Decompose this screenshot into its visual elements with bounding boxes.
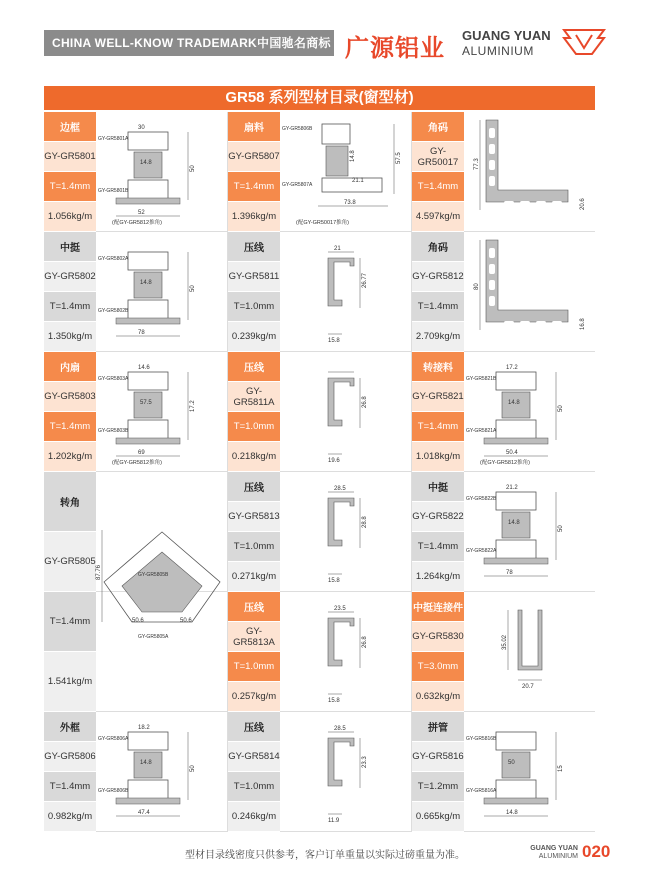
profile-outline-lower bbox=[128, 780, 168, 800]
dimension-label: 78 bbox=[138, 330, 145, 336]
dimension-label: 57.5 bbox=[140, 400, 152, 406]
brand-logo-icon bbox=[562, 26, 606, 56]
profile-drawing bbox=[282, 472, 410, 592]
profile-spec-column bbox=[412, 112, 464, 232]
profile-drawing bbox=[98, 472, 226, 712]
profile-cell bbox=[412, 592, 596, 712]
footer-brand-line2: ALUMINIUM bbox=[538, 853, 578, 860]
footer-note: 型材目录线密度只供参考，客户订单重量以实际过磅重量为准。 bbox=[185, 850, 465, 861]
profile-weight: 4.597kg/m bbox=[412, 202, 464, 232]
profile-outline bbox=[128, 732, 168, 750]
dimension-label: 50 bbox=[558, 525, 564, 532]
dimension-label: 26.8 bbox=[362, 636, 368, 648]
profile-section-diagram bbox=[98, 472, 226, 712]
dimension-label: 17.2 bbox=[190, 400, 196, 412]
profile-cell bbox=[412, 712, 596, 832]
profile-code: GY-GR50017 bbox=[412, 142, 464, 172]
profile-cell bbox=[412, 112, 596, 232]
column-divider bbox=[411, 112, 412, 832]
profile-base bbox=[484, 558, 548, 564]
dimension-label: 20.7 bbox=[522, 684, 534, 690]
dimension-label: 28.8 bbox=[362, 516, 368, 528]
dimension-label: 21.2 bbox=[506, 485, 518, 491]
profile-section-diagram bbox=[98, 352, 226, 472]
profile-drawing bbox=[466, 352, 594, 472]
corner-key-hole bbox=[489, 296, 495, 306]
profile-outline bbox=[128, 132, 168, 150]
profile-code: GY-GR5816 bbox=[412, 742, 464, 772]
corner-joint-core bbox=[122, 552, 202, 612]
catalog-title: GR58 系列型材目录(窗型材) bbox=[44, 86, 595, 110]
profile-section-diagram bbox=[98, 232, 226, 352]
dimension-label: 14.8 bbox=[506, 810, 518, 816]
profile-section-diagram bbox=[282, 112, 410, 232]
dimension-label: 19.6 bbox=[328, 458, 340, 464]
profile-weight: 0.239kg/m bbox=[228, 322, 280, 352]
profile-drawing bbox=[466, 112, 594, 232]
profile-section-diagram bbox=[98, 712, 226, 832]
profile-name: 压线 bbox=[228, 352, 280, 382]
u-channel-shape bbox=[518, 610, 542, 670]
dimension-label: 23.5 bbox=[334, 606, 346, 612]
profile-section-diagram bbox=[466, 112, 594, 232]
profile-name: 扇料 bbox=[228, 112, 280, 142]
profile-thickness: T=1.4mm bbox=[412, 292, 464, 322]
part-label: GY-GR5806B bbox=[282, 126, 313, 132]
corner-key-hole bbox=[504, 321, 514, 327]
footer-brand bbox=[528, 845, 578, 861]
part-label: GY-GR5805B bbox=[138, 572, 169, 578]
profile-cell bbox=[228, 592, 412, 712]
profile-name: 边框 bbox=[44, 112, 96, 142]
dimension-label: 78 bbox=[506, 570, 513, 576]
profile-thickness: T=1.0mm bbox=[228, 652, 280, 682]
profile-outline bbox=[128, 372, 168, 390]
brand-name-cn: 广源铝业 bbox=[345, 35, 445, 62]
profile-drawing bbox=[282, 712, 410, 832]
dimension-label: 77.3 bbox=[474, 158, 480, 170]
profile-note: (配GY-GR5812推角) bbox=[112, 220, 162, 226]
profile-spec-column bbox=[412, 592, 464, 712]
profile-spec-column bbox=[412, 232, 464, 352]
corner-key-shape bbox=[486, 120, 568, 202]
part-label: GY-GR5802A bbox=[98, 256, 129, 262]
profile-cell bbox=[228, 112, 412, 232]
profile-code: GY-GR5821 bbox=[412, 382, 464, 412]
profile-base bbox=[116, 798, 180, 804]
profile-thickness: T=1.4mm bbox=[44, 772, 96, 802]
dimension-label: 26.8 bbox=[362, 396, 368, 408]
thermal-break bbox=[326, 146, 348, 176]
profile-code: GY-GR5805 bbox=[44, 532, 96, 592]
profile-drawing bbox=[466, 232, 594, 352]
profile-cell bbox=[44, 712, 228, 832]
corner-key-hole bbox=[520, 321, 530, 327]
dimension-label: 35.02 bbox=[502, 634, 508, 650]
glazing-bead-shape bbox=[328, 498, 354, 546]
corner-key-hole bbox=[520, 201, 530, 207]
profile-drawing bbox=[466, 472, 594, 592]
profile-section-diagram bbox=[466, 232, 594, 352]
dimension-label: 57.5 bbox=[396, 152, 402, 164]
profile-section-diagram bbox=[466, 352, 594, 472]
corner-key-hole bbox=[536, 321, 546, 327]
profile-code: GY-GR5811A bbox=[228, 382, 280, 412]
dimension-label: 50 bbox=[508, 760, 515, 766]
part-label: GY-GR5806B bbox=[98, 788, 129, 794]
dimension-label: 21.1 bbox=[352, 178, 364, 184]
dimension-label: 50 bbox=[190, 765, 196, 772]
profile-thickness: T=1.0mm bbox=[228, 412, 280, 442]
profile-drawing bbox=[466, 592, 594, 712]
part-label: GY-GR5806A bbox=[98, 736, 129, 742]
part-label: GY-GR5802B bbox=[98, 308, 129, 314]
profile-section-diagram bbox=[466, 472, 594, 592]
dimension-label: 14.8 bbox=[350, 150, 356, 162]
profile-spec-column bbox=[228, 232, 280, 352]
corner-key-hole bbox=[536, 201, 546, 207]
profile-name: 转接料 bbox=[412, 352, 464, 382]
profile-drawing bbox=[282, 592, 410, 712]
profile-name: 中挺 bbox=[412, 472, 464, 502]
profile-thickness: T=1.0mm bbox=[228, 772, 280, 802]
profile-weight: 0.665kg/m bbox=[412, 802, 464, 832]
dimension-label: 23.3 bbox=[362, 756, 368, 768]
profile-cell bbox=[44, 232, 228, 352]
glazing-bead-shape bbox=[328, 378, 354, 426]
profile-thickness: T=1.4mm bbox=[228, 172, 280, 202]
part-label: GY-GR5816A bbox=[466, 788, 497, 794]
profile-section-diagram bbox=[282, 712, 410, 832]
profile-section-diagram bbox=[282, 232, 410, 352]
profile-name: 外框 bbox=[44, 712, 96, 742]
dimension-label: 15 bbox=[558, 765, 564, 772]
profile-code: GY-GR5813A bbox=[228, 622, 280, 652]
profile-thickness: T=1.4mm bbox=[44, 292, 96, 322]
profile-thickness: T=1.4mm bbox=[44, 172, 96, 202]
brand-name-en-sub: ALUMINIUM bbox=[462, 44, 534, 58]
part-label: GY-GR5807A bbox=[282, 182, 313, 188]
part-label: GY-GR5803A bbox=[98, 376, 129, 382]
glazing-bead-shape bbox=[328, 738, 354, 786]
dimension-label: 14.8 bbox=[508, 520, 520, 526]
profile-spec-column bbox=[412, 472, 464, 592]
profile-name: 中挺连接件 bbox=[412, 592, 464, 622]
dimension-label: 14.8 bbox=[140, 760, 152, 766]
brand-name-en: GUANG YUAN bbox=[462, 28, 551, 43]
profile-name: 转角 bbox=[44, 472, 96, 532]
profile-spec-column bbox=[412, 352, 464, 472]
profile-weight: 1.018kg/m bbox=[412, 442, 464, 472]
profile-cell bbox=[44, 352, 228, 472]
part-label: GY-GR5803B bbox=[98, 428, 129, 434]
dimension-label: 30 bbox=[138, 125, 145, 131]
profile-drawing bbox=[98, 352, 226, 472]
profile-base bbox=[116, 198, 180, 204]
profile-thickness: T=3.0mm bbox=[412, 652, 464, 682]
profile-drawing bbox=[98, 232, 226, 352]
dimension-label: 50 bbox=[190, 165, 196, 172]
corner-key-hole bbox=[552, 201, 562, 207]
part-label: GY-GR5801B bbox=[98, 188, 129, 194]
part-label: GY-GR5805A bbox=[138, 634, 169, 640]
profile-thickness: T=1.0mm bbox=[228, 532, 280, 562]
profile-code: GY-GR5806 bbox=[44, 742, 96, 772]
profile-weight: 1.541kg/m bbox=[44, 652, 96, 712]
part-label: GY-GR5821B bbox=[466, 376, 497, 382]
profile-cell bbox=[228, 472, 412, 592]
corner-key-hole bbox=[489, 280, 495, 290]
glazing-bead-shape bbox=[328, 258, 354, 306]
corner-key-hole bbox=[489, 176, 495, 186]
profile-weight: 1.202kg/m bbox=[44, 442, 96, 472]
corner-key-hole bbox=[489, 160, 495, 170]
profile-thickness: T=1.4mm bbox=[412, 172, 464, 202]
profile-base bbox=[116, 438, 180, 444]
dimension-label: 50.4 bbox=[506, 450, 518, 456]
profile-code: GY-GR5802 bbox=[44, 262, 96, 292]
dimension-label: 87.76 bbox=[96, 564, 102, 580]
profile-weight: 0.218kg/m bbox=[228, 442, 280, 472]
profile-cell bbox=[412, 232, 596, 352]
page-header bbox=[0, 0, 650, 76]
thermal-break bbox=[502, 752, 530, 778]
profile-cell bbox=[228, 712, 412, 832]
profile-weight: 0.257kg/m bbox=[228, 682, 280, 712]
dimension-label: 28.5 bbox=[334, 486, 346, 492]
profile-section-diagram bbox=[466, 592, 594, 712]
profile-drawing bbox=[282, 232, 410, 352]
profile-spec-column bbox=[44, 232, 96, 352]
profile-weight: 0.632kg/m bbox=[412, 682, 464, 712]
dimension-label: 21 bbox=[334, 246, 341, 252]
profile-weight: 0.271kg/m bbox=[228, 562, 280, 592]
profile-spec-column bbox=[228, 112, 280, 232]
profile-thickness: T=1.2mm bbox=[412, 772, 464, 802]
footer-brand-line1: GUANG YUAN bbox=[530, 845, 578, 852]
corner-key-hole bbox=[489, 248, 495, 258]
profile-weight: 0.246kg/m bbox=[228, 802, 280, 832]
profile-name: 压线 bbox=[228, 592, 280, 622]
profile-cell bbox=[412, 472, 596, 592]
profile-outline-lower bbox=[496, 540, 536, 560]
profile-outline-lower bbox=[496, 780, 536, 800]
dimension-label: 14.8 bbox=[140, 280, 152, 286]
profile-code: GY-GR5812 bbox=[412, 262, 464, 292]
profile-weight: 1.396kg/m bbox=[228, 202, 280, 232]
profile-cell bbox=[44, 472, 228, 712]
dimension-label: 50 bbox=[190, 285, 196, 292]
dimension-label: 15.8 bbox=[328, 578, 340, 584]
profile-cell bbox=[228, 352, 412, 472]
dimension-label: 50.6 bbox=[180, 618, 192, 624]
profile-section-diagram bbox=[282, 472, 410, 592]
profile-code: GY-GR5822 bbox=[412, 502, 464, 532]
profile-spec-column bbox=[228, 352, 280, 472]
profile-name: 角码 bbox=[412, 232, 464, 262]
dimension-label: 11.9 bbox=[328, 818, 340, 824]
profile-weight: 2.709kg/m bbox=[412, 322, 464, 352]
profile-outline bbox=[322, 124, 350, 144]
profile-drawing bbox=[98, 712, 226, 832]
dimension-label: 28.5 bbox=[334, 726, 346, 732]
part-label: GY-GR5801A bbox=[98, 136, 129, 142]
dimension-label: 52 bbox=[138, 210, 145, 216]
profile-note: (配GY-GR50017推角) bbox=[296, 220, 349, 226]
trademark-tagline: CHINA WELL-KNOW TRADEMARK中国驰名商标 bbox=[44, 30, 334, 56]
corner-key-hole bbox=[489, 128, 495, 138]
part-label: GY-GR5821A bbox=[466, 428, 497, 434]
profile-section-diagram bbox=[98, 112, 226, 232]
profile-spec-column bbox=[412, 712, 464, 832]
profile-outline-lower bbox=[128, 300, 168, 320]
profile-name: 压线 bbox=[228, 712, 280, 742]
profile-code: GY-GR5807 bbox=[228, 142, 280, 172]
corner-key-hole bbox=[552, 321, 562, 327]
profile-outline-lower bbox=[128, 420, 168, 440]
corner-key-hole bbox=[489, 144, 495, 154]
profile-drawing bbox=[282, 352, 410, 472]
profile-outline bbox=[496, 492, 536, 510]
dimension-label: 15.8 bbox=[328, 338, 340, 344]
dimension-label: 16.8 bbox=[580, 318, 586, 330]
profile-code: GY-GR5830 bbox=[412, 622, 464, 652]
profile-cell bbox=[44, 112, 228, 232]
corner-key-hole bbox=[504, 201, 514, 207]
profile-code: GY-GR5814 bbox=[228, 742, 280, 772]
profile-drawing bbox=[466, 712, 594, 832]
dimension-label: 17.2 bbox=[506, 365, 518, 371]
profile-weight: 0.982kg/m bbox=[44, 802, 96, 832]
profile-outline-lower bbox=[496, 420, 536, 440]
profile-spec-column bbox=[228, 592, 280, 712]
profile-name: 压线 bbox=[228, 232, 280, 262]
profile-section-diagram bbox=[282, 352, 410, 472]
profile-section-diagram bbox=[282, 592, 410, 712]
profile-base bbox=[116, 318, 180, 324]
profile-code: GY-GR5803 bbox=[44, 382, 96, 412]
profile-section-diagram bbox=[466, 712, 594, 832]
page-number: 020 bbox=[582, 842, 611, 861]
profile-spec-column bbox=[44, 472, 96, 712]
dimension-label: 50.6 bbox=[132, 618, 144, 624]
profile-thickness: T=1.4mm bbox=[44, 592, 96, 652]
profile-name: 中挺 bbox=[44, 232, 96, 262]
profile-code: GY-GR5801 bbox=[44, 142, 96, 172]
profile-outline bbox=[128, 252, 168, 270]
dimension-label: 26.77 bbox=[362, 272, 368, 288]
profile-code: GY-GR5813 bbox=[228, 502, 280, 532]
glazing-bead-shape bbox=[328, 618, 354, 666]
dimension-label: 14.8 bbox=[508, 400, 520, 406]
profile-weight: 1.350kg/m bbox=[44, 322, 96, 352]
profile-spec-column bbox=[44, 712, 96, 832]
profile-thickness: T=1.4mm bbox=[44, 412, 96, 442]
dimension-label: 14.8 bbox=[140, 160, 152, 166]
profile-thickness: T=1.4mm bbox=[412, 412, 464, 442]
profile-drawing bbox=[282, 112, 410, 232]
column-divider bbox=[227, 112, 228, 832]
profile-outline-lower bbox=[128, 180, 168, 200]
dimension-label: 20.6 bbox=[580, 198, 586, 210]
dimension-label: 18.2 bbox=[138, 725, 150, 731]
profile-spec-column bbox=[228, 472, 280, 592]
profile-thickness: T=1.0mm bbox=[228, 292, 280, 322]
part-label: GY-GR5822B bbox=[466, 496, 497, 502]
profile-thickness: T=1.4mm bbox=[412, 532, 464, 562]
profile-name: 角码 bbox=[412, 112, 464, 142]
profile-name: 拼管 bbox=[412, 712, 464, 742]
dimension-label: 47.4 bbox=[138, 810, 150, 816]
dimension-label: 73.8 bbox=[344, 200, 356, 206]
profile-weight: 1.264kg/m bbox=[412, 562, 464, 592]
corner-key-hole bbox=[489, 264, 495, 274]
profile-note: (配GY-GR5812推角) bbox=[480, 460, 530, 466]
profile-spec-column bbox=[44, 112, 96, 232]
profile-name: 压线 bbox=[228, 472, 280, 502]
dimension-label: 50 bbox=[558, 405, 564, 412]
dimension-label: 14.6 bbox=[138, 365, 150, 371]
profile-outline bbox=[496, 732, 536, 750]
profile-code: GY-GR5811 bbox=[228, 262, 280, 292]
profile-cell bbox=[228, 232, 412, 352]
profile-base bbox=[484, 438, 548, 444]
corner-key-shape bbox=[486, 240, 568, 322]
profile-cell bbox=[412, 352, 596, 472]
profile-weight: 1.056kg/m bbox=[44, 202, 96, 232]
profile-drawing bbox=[98, 112, 226, 232]
profile-spec-column bbox=[44, 352, 96, 472]
part-label: GY-GR5816B bbox=[466, 736, 497, 742]
profile-base bbox=[484, 798, 548, 804]
profile-name: 内扇 bbox=[44, 352, 96, 382]
profile-note: (配GY-GR5812推角) bbox=[112, 460, 162, 466]
dimension-label: 69 bbox=[138, 450, 145, 456]
part-label: GY-GR5822A bbox=[466, 548, 497, 554]
profile-outline bbox=[496, 372, 536, 390]
dimension-label: 80 bbox=[474, 283, 480, 290]
profile-spec-column bbox=[228, 712, 280, 832]
dimension-label: 15.8 bbox=[328, 698, 340, 704]
